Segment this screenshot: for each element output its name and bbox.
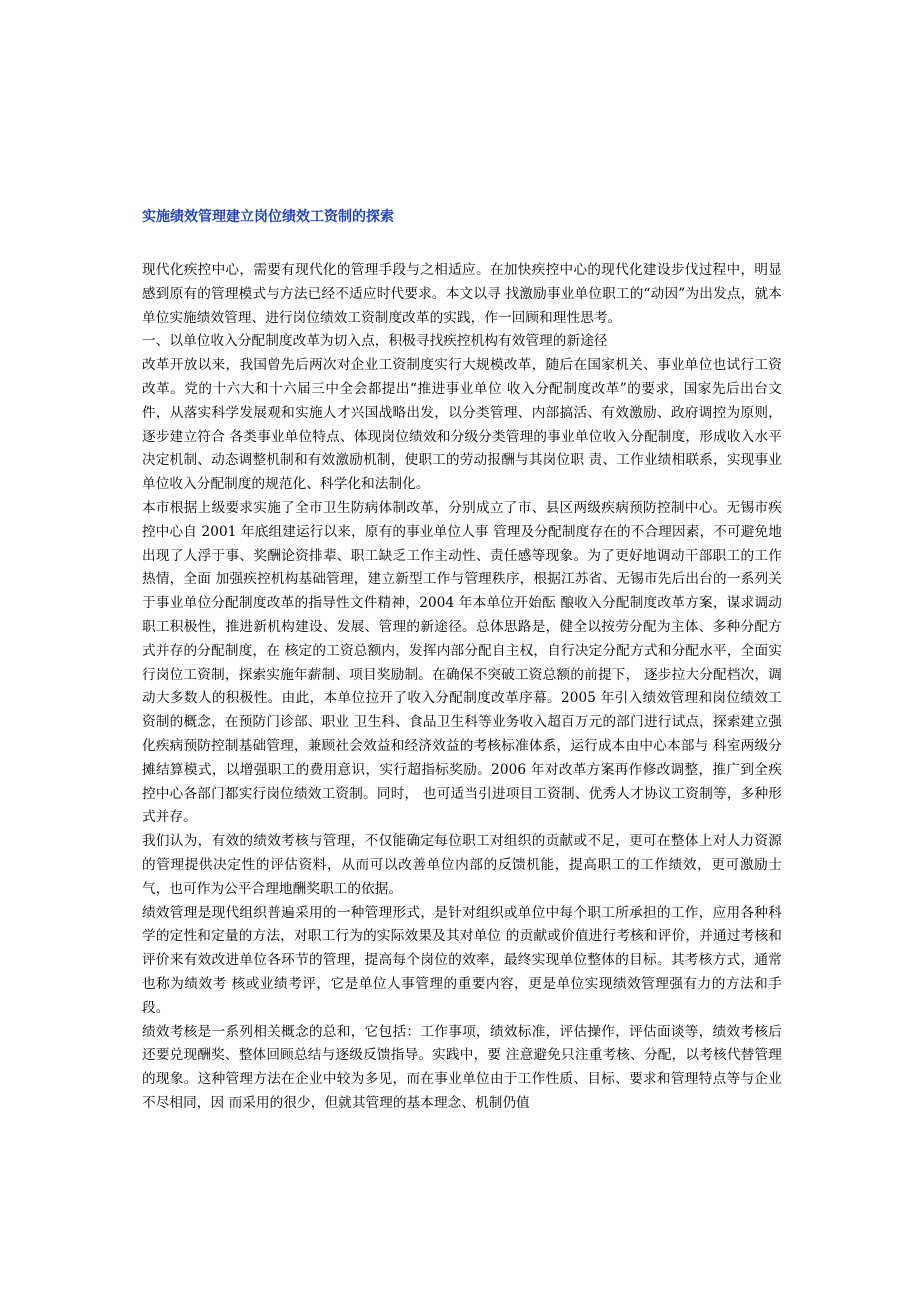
paragraph-assessment-value: 我们认为，有效的绩效考核与管理，不仅能确定每位职工对组织的贡献或不足，更可在整体上对人力资源的管理提供决定性的评估资料，从而可以改善单位内部的反馈机能，提高职工的工作绩效，更可激励士气，也可作为公平合理地酬奖职工的依据。 [142,833,782,897]
paragraph-intro: 现代化疾控中心，需要有现代化的管理手段与之相适应。在加快疾控中心的现代化建设步伐过程中，明显感到原有的管理模式与方法已经不适应时代要求。本文以寻 找激励事业单位职工的“动因”为出发点，就本单位实施绩效管理、进行岗位绩效工资制度改革的实践，作一回顾和理性思考。 [142,262,782,326]
paragraph-performance-management: 绩效管理是现代组织普遍采用的一种管理形式，是针对组织或单位中每个职工所承担的工作，应用各种科学的定性和定量的方法，对职工行为的实际效果及其对单位 的贡献或价值进行考核和评价，并通过考核和评价来有效改进单位各环节的管理，提高每个岗位的效率，最终实现单位整体的目标。其考核方式，通常也称为绩效考 核或业绩考评，它是单位人事管理的重要内容，更是单位实现绩效管理强有力的方法和手段。 [142,904,782,1016]
paragraph-local-practice: 本市根据上级要求实施了全市卫生防病体制改革，分别成立了市、县区两级疾病预防控制中心。无锡市疾控中心自 2001 年底组建运行以来，原有的事业单位人事 管理及分配制度存在的不合理因素，不可避免地出现了人浮于事、奖酬论资排辈、职工缺乏工作主动性、责任感等现象。为了更好地调动干部职工的工作热情，全面 加强疾控机构基础管理，建立新型工作与管理秩序，根据江苏省、无锡市先后出台的一系列关于事业单位分配制度改革的指导性文件精神，2004 年本单位开始酝 酿收入分配制度改革方案，谋求调动职工积极性，推进新机构建设、发展、管理的新途径。总体思路是，健全以按劳分配为主体、多种分配方式并存的分配制度，在 核定的工资总额内，发挥内部分配自主权，自行决定分配方式和分配水平，全面实行岗位工资制，探索实施年薪制、项目奖励制。在确保不突破工资总额的前提下， 逐步拉大分配档次，调动大多数人的积极性。由此，本单位拉开了收入分配制度改革序幕。2005 年引入绩效管理和岗位绩效工资制的概念，在预防门诊部、职业 卫生科、食品卫生科等业务收入超百万元的部门进行试点，探索建立强化疾病预防控制基础管理，兼顾社会效益和经济效益的考核标准体系，运行成本由中心本部与 科室两级分摊结算模式，以增强职工的费用意识，实行超指标奖励。2006 年对改革方案再作修改调整，推广到全疾控中心各部门都实行岗位绩效工资制。同时， 也可适当引进项目工资制、优秀人才协议工资制等，多种形式并存。 [142,499,782,826]
section-heading-1: 一、以单位收入分配制度改革为切入点，积极寻找疾控机构有效管理的新途径 [142,333,608,350]
paragraph-performance-assessment: 绩效考核是一系列相关概念的总和，它包括：工作事项，绩效标准，评估操作，评估面谈等，绩效考核后还要兑现酬奖、整体回顾总结与逐级反馈指导。实践中，要 注意避免只注重考核、分配，以考核代替管理的现象。这种管理方法在企业中较为多见，而在事业单位由于工作性质、目标、要求和管理特点等与企业不尽相同，因 而采用的很少，但就其管理的基本理念、机制仍值 [142,1023,782,1111]
document-page [142,206,782,1116]
paragraph-reform-background: 改革开放以来，我国曾先后两次对企业工资制度实行大规模改革，随后在国家机关、事业单位也试行工资改革。党的十六大和十六届三中全会都提出“推进事业单位 收入分配制度改革”的要求，国家先后出台文件，从落实科学发展观和实施人才兴国战略出发，以分类管理、内部搞活、有效激励、政府调控为原则，逐步建立符合 各类事业单位特点、体现岗位绩效和分级分类管理的事业单位收入分配制度，形成收入水平决定机制、动态调整机制和有效激励机制，使职工的劳动报酬与其岗位职 责、工作业绩相联系，实现事业单位收入分配制度的规范化、科学化和法制化。 [142,357,782,493]
document-title: 实施绩效管理建立岗位绩效工资制的探索 [142,209,394,225]
